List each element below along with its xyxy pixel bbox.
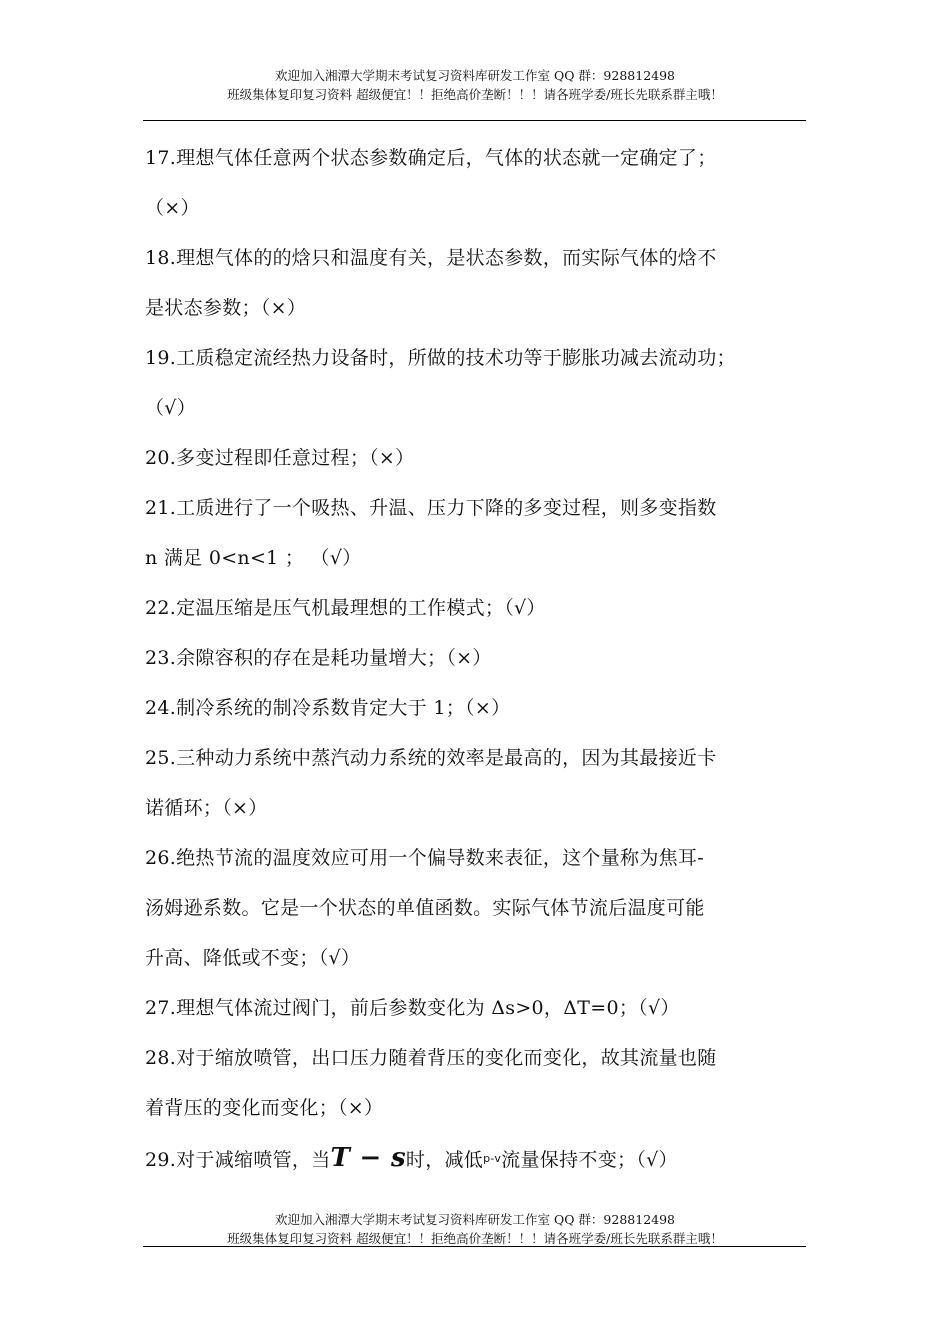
- footer-divider: [143, 1246, 806, 1247]
- text-line: 20.多变过程即任意过程；（×）: [145, 447, 415, 469]
- text-line: 诺循环；（×）: [145, 797, 268, 819]
- footer-line-1: 欢迎加入湘潭大学期末考试复习资料库研发工作室 QQ 群：928812498: [274, 1212, 676, 1227]
- question-29-line: [145, 1133, 820, 1183]
- q29-text-end: 流量保持不变；（√）: [501, 1149, 678, 1171]
- text-line: 24.制冷系统的制冷系数肯定大于 1；（×）: [145, 697, 511, 719]
- document-body: [145, 133, 820, 1183]
- text-line: 19.工质稳定流经热力设备时，所做的技术功等于膨胀功减去流动功；: [145, 347, 736, 369]
- text-line: n 满足 0<n<1 ； （√）: [145, 547, 362, 569]
- page-header: [0, 66, 950, 104]
- text-line: 22.定温压缩是压气机最理想的工作模式；（√）: [145, 597, 546, 619]
- text-line: 着背压的变化而变化；（×）: [145, 1097, 384, 1119]
- footer-line-2: 班级集体复印复习资料 超级便宜！！拒绝高价垄断！！！请各班学委/班长先联系群主哦！: [227, 1231, 723, 1246]
- header-line-1: 欢迎加入湘潭大学期末考试复习资料库研发工作室 QQ 群：928812498: [274, 68, 676, 83]
- math-expression-large: T − s: [330, 1143, 406, 1173]
- text-line: 17.理想气体任意两个状态参数确定后，气体的状态就一定确定了；: [145, 147, 717, 169]
- text-line: 25.三种动力系统中蒸汽动力系统的效率是最高的，因为其最接近卡: [145, 747, 717, 769]
- text-line: （√）: [145, 397, 197, 419]
- text-line: 26.绝热节流的温度效应可用一个偏导数来表征，这个量称为焦耳-: [145, 847, 704, 869]
- text-line: 28.对于缩放喷管，出口压力随着背压的变化而变化，故其流量也随: [145, 1047, 717, 1069]
- text-line: 21.工质进行了一个吸热、升温、压力下降的多变过程，则多变指数: [145, 497, 717, 519]
- text-line: 18.理想气体的的焓只和温度有关，是状态参数，而实际气体的焓不: [145, 247, 717, 269]
- header-divider: [143, 120, 806, 121]
- text-line: （×）: [145, 197, 200, 219]
- text-line: 23.余隙容积的存在是耗功量增大；（×）: [145, 647, 492, 669]
- header-line-2: 班级集体复印复习资料 超级便宜！！拒绝高价垄断！！！请各班学委/班长先联系群主哦！: [227, 87, 723, 102]
- q29-text-middle: 时，减低: [405, 1149, 484, 1171]
- q29-text-start: 29.对于减缩喷管，当: [145, 1149, 331, 1171]
- page-footer: [0, 1210, 950, 1248]
- text-line: 27.理想气体流过阀门，前后参数变化为 Δs>0，ΔT=0；（√）: [145, 997, 680, 1019]
- text-line: 汤姆逊系数。它是一个状态的单值函数。实际气体节流后温度可能: [145, 897, 705, 919]
- text-line: 是状态参数；（×）: [145, 297, 307, 319]
- math-expression-small: p-v: [483, 1152, 502, 1165]
- text-line: 升高、降低或不变；（√）: [145, 947, 361, 969]
